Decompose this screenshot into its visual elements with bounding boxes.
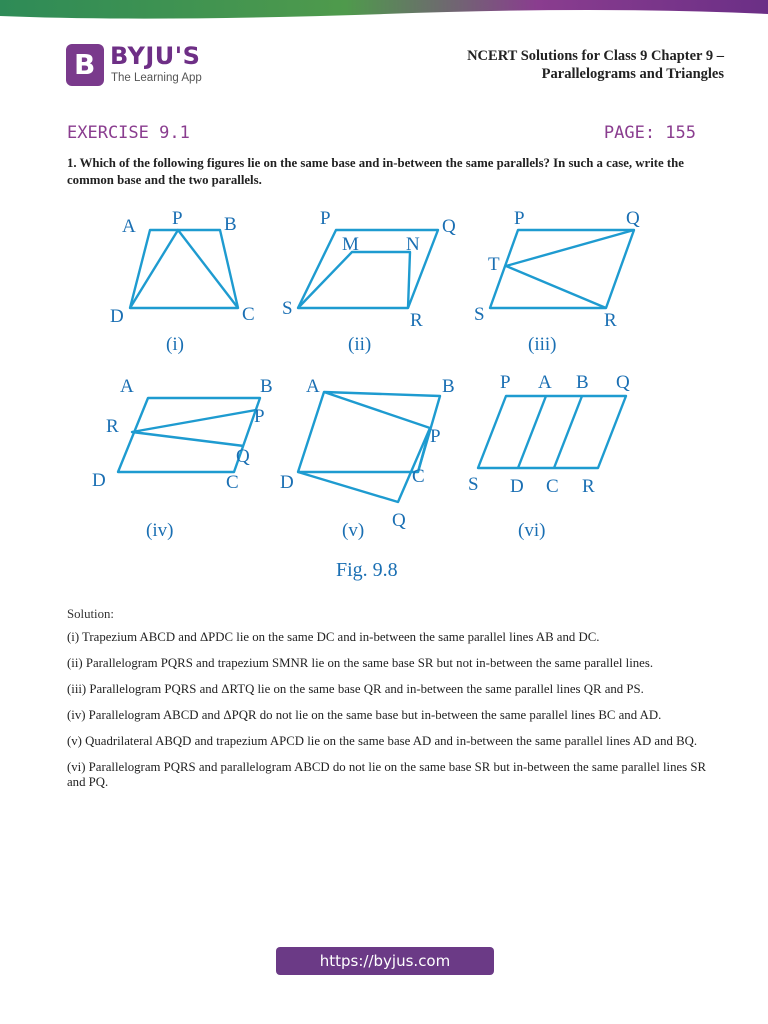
figure-iii-shapes [490,230,634,308]
solution-list [67,630,707,801]
document-title-line2: Parallelograms and Triangles [541,66,724,82]
fig-v-label-B: B [442,376,455,397]
fig-v-label-D: D [280,472,294,493]
fig-v-caption: (v) [342,520,365,541]
fig-iii-label-P: P [514,208,525,229]
solution-item-v: (v) Quadrilateral ABQD and trapezium APCD lie on the same base AD and in-between the same parallel lines AD and BQ. [67,734,698,748]
fig-i-label-A: A [122,216,136,237]
fig-vi-label-B: B [576,372,589,393]
logo-initial: B [74,48,96,81]
fig-vi-caption: (vi) [518,520,546,541]
document-title-line1: NCERT Solutions for Class 9 Chapter 9 – [467,48,724,64]
fig-iv-caption: (iv) [146,520,174,541]
brand-name: BYJU'S [110,42,201,70]
fig-vi-label-C: C [546,476,559,497]
fig-i-label-B: B [224,214,237,235]
figure-caption: Fig. 9.8 [336,559,398,581]
brand-tagline: The Learning App [111,72,202,84]
solution-item-vi: (vi) Parallelogram PQRS and parallelogram ABCD do not lie on the same base SR but in-between the same parallel lines SR and PQ. [67,760,707,789]
solution-item-iv: (iv) Parallelogram ABCD and ΔPQR do not lie on the same base but in-between the same parallel lines BC and AD. [67,708,662,722]
document-title [394,47,724,83]
fig-iii-label-R: R [604,310,617,331]
figure-i-shapes [130,230,238,308]
solution-item-ii: (ii) Parallelogram PQRS and trapezium SMNR lie on the same base SR but not in-between the same parallel lines. [67,656,654,670]
fig-ii-label-M: M [342,234,359,255]
top-gradient-bar [0,0,768,22]
question-text: 1. Which of the following figures lie on the same base and in-between the same parallels? In such a case, write the common base and the two parallels. [67,156,684,187]
logo-mark [66,44,104,86]
solution-label: Solution: [67,607,114,621]
solution-item-iii: (iii) Parallelogram PQRS and ΔRTQ lie on the same base QR and in-between the same parallel lines QR and PS. [67,682,644,696]
fig-vi-label-A: A [538,372,552,393]
fig-iii-label-Q: Q [626,208,640,229]
fig-vi-label-S: S [468,474,479,495]
fig-ii-label-Q: Q [442,216,456,237]
fig-i-caption: (i) [166,334,184,355]
fig-iv-label-D: D [92,470,106,491]
footer-url-link[interactable]: https://byjus.com [276,947,494,975]
fig-vi-label-D: D [510,476,524,497]
fig-iv-label-R: R [106,416,119,437]
fig-iii-label-T: T [488,254,500,275]
fig-v-label-C: C [412,466,425,487]
fig-v-label-Q: Q [392,510,406,531]
fig-ii-label-N: N [406,234,420,255]
exercise-page: PAGE: 155 [603,123,696,143]
fig-vi-label-P: P [500,372,511,393]
fig-iv-label-P: P [254,406,265,427]
fig-v-label-P: P [430,426,441,447]
fig-ii-label-S: S [282,298,293,319]
byjus-logo [66,42,236,88]
figure-9-8 [66,190,706,590]
fig-i-label-C: C [242,304,255,325]
fig-iv-label-A: A [120,376,134,397]
fig-iv-label-B: B [260,376,273,397]
fig-iii-label-S: S [474,304,485,325]
fig-i-label-D: D [110,306,124,327]
figure-vi-shapes [478,396,626,468]
fig-ii-label-P: P [320,208,331,229]
fig-ii-label-R: R [410,310,423,331]
fig-vi-label-R: R [582,476,595,497]
fig-ii-caption: (ii) [348,334,372,355]
fig-v-label-A: A [306,376,320,397]
fig-iii-caption: (iii) [528,334,557,355]
fig-vi-label-Q: Q [616,372,630,393]
solution-item-i: (i) Trapezium ABCD and ΔPDC lie on the same DC and in-between the same parallel lines AB and DC. [67,630,600,644]
fig-i-label-P: P [172,208,183,229]
fig-iv-label-C: C [226,472,239,493]
exercise-title: EXERCISE 9.1 [67,123,190,143]
fig-iv-label-Q: Q [236,446,250,467]
